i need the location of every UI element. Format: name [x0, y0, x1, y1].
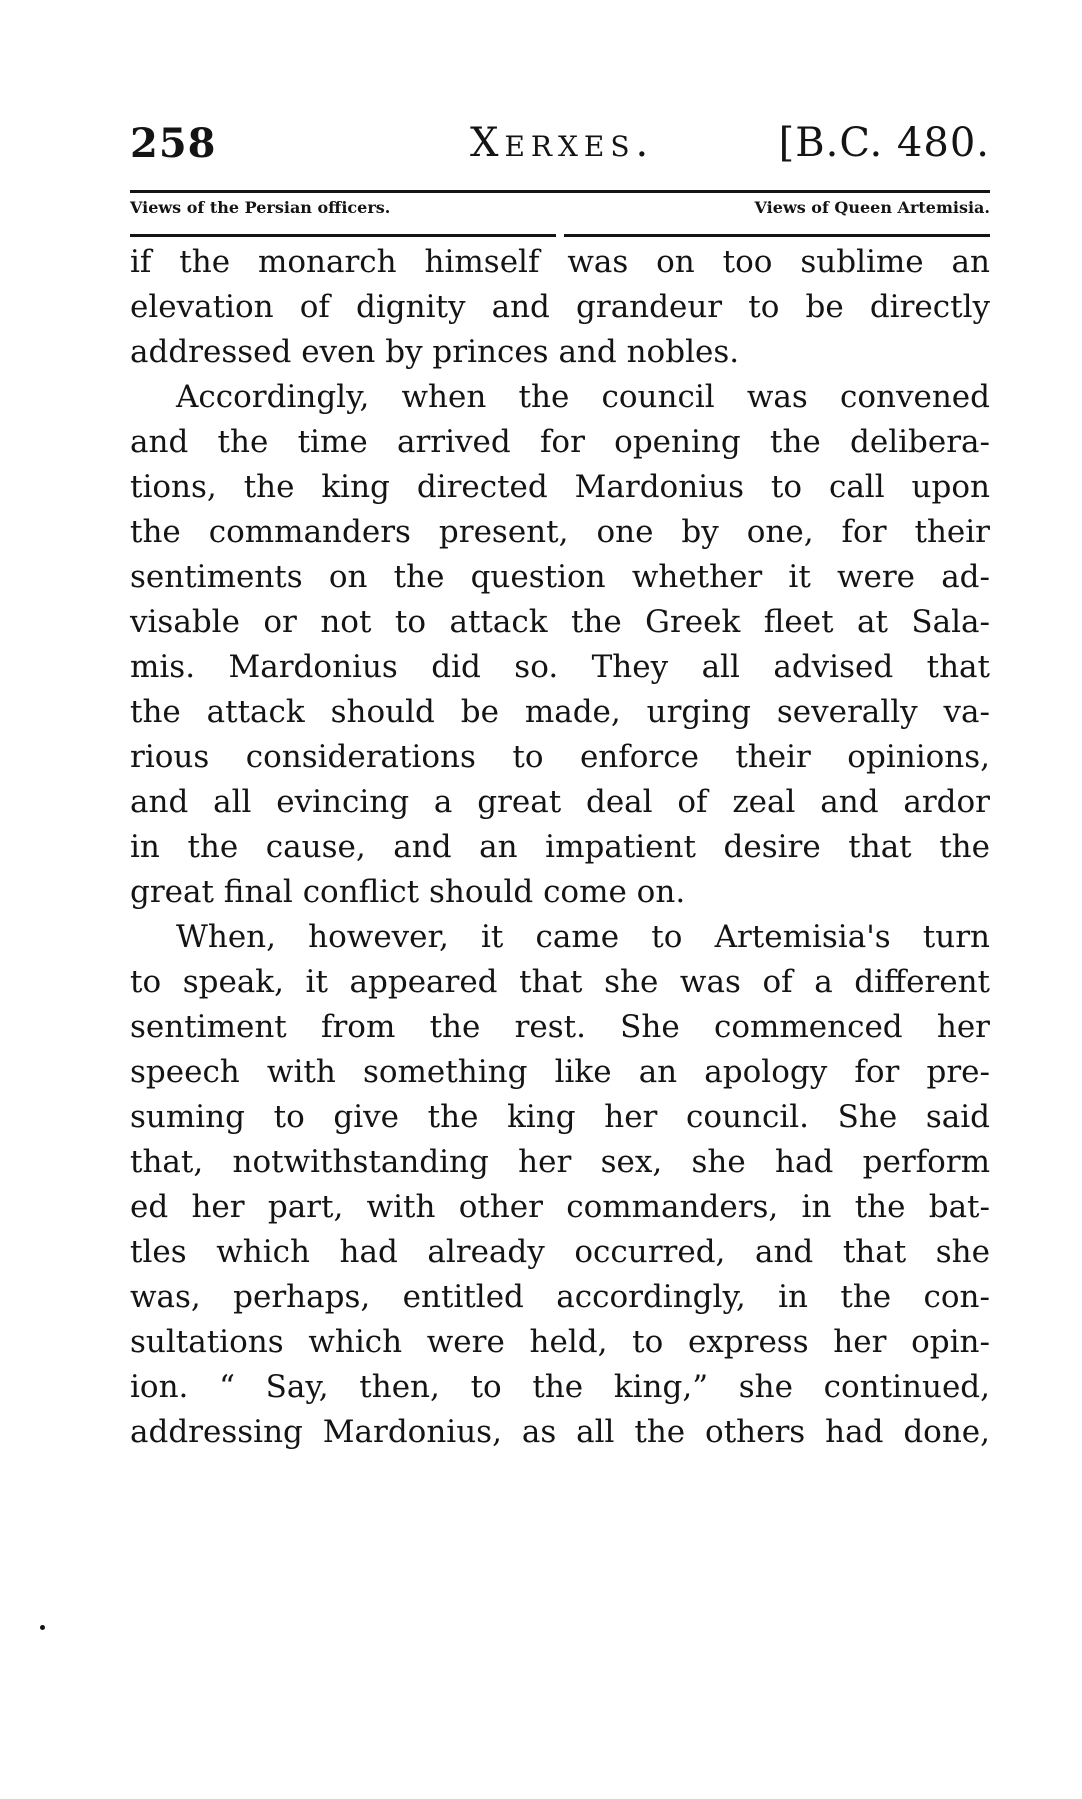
- text-line: sentiment from the rest. She commenced her: [130, 1009, 990, 1045]
- text-line: to speak, it appeared that she was of a different: [130, 964, 990, 1000]
- text-line: sultations which were held, to express her opin-: [130, 1324, 990, 1360]
- text-line: and the time arrived for opening the delibera-: [130, 424, 990, 460]
- side-note-rule-right: [564, 234, 990, 237]
- running-head: [130, 110, 990, 172]
- text-line: was, perhaps, entitled accordingly, in the con-: [130, 1279, 990, 1315]
- text-line: addressed even by princes and nobles.: [130, 334, 740, 370]
- text-line: tles which had already occurred, and that she: [130, 1234, 990, 1270]
- side-note-rule-left: [130, 234, 556, 237]
- text-line: ed her part, with other commanders, in the bat-: [130, 1189, 990, 1225]
- text-line: if the monarch himself was on too sublime an: [130, 244, 990, 280]
- header-rule: [130, 190, 990, 193]
- text-line: mis. Mardonius did so. They all advised that: [130, 649, 990, 685]
- text-line: in the cause, and an impatient desire that the: [130, 829, 990, 865]
- text-line: tions, the king directed Mardonius to call upon: [130, 469, 990, 505]
- text-line: Accordingly, when the council was convened: [176, 379, 990, 415]
- text-line: the commanders present, one by one, for their: [130, 514, 990, 550]
- chapter-title: Xerxes.: [470, 120, 655, 166]
- text-line: that, notwithstanding her sex, she had perform: [130, 1144, 990, 1180]
- text-line: sentiments on the question whether it were ad-: [130, 559, 990, 595]
- stray-ink-mark: [40, 1625, 45, 1630]
- text-line: elevation of dignity and grandeur to be directly: [130, 289, 990, 325]
- side-notes: [130, 198, 990, 238]
- date-label: [B.C. 480.: [778, 120, 990, 166]
- book-page: [130, 110, 990, 1670]
- text-line: When, however, it came to Artemisia's turn: [176, 919, 990, 955]
- text-line: and all evincing a great deal of zeal and ardor: [130, 784, 990, 820]
- text-line: rious considerations to enforce their opinions,: [130, 739, 990, 775]
- text-line: speech with something like an apology for pre-: [130, 1054, 990, 1090]
- text-line: the attack should be made, urging severally va-: [130, 694, 990, 730]
- text-line: suming to give the king her council. She said: [130, 1099, 990, 1135]
- side-note-left: Views of the Persian officers.: [130, 198, 391, 217]
- page-number: 258: [130, 120, 217, 167]
- text-line: great final conflict should come on.: [130, 874, 686, 910]
- text-line: addressing Mardonius, as all the others had done,: [130, 1414, 990, 1450]
- text-line: ion. “ Say, then, to the king,” she continued,: [130, 1369, 990, 1405]
- body-text: [130, 240, 990, 1455]
- text-line: visable or not to attack the Greek fleet at Sala-: [130, 604, 990, 640]
- side-note-right: Views of Queen Artemisia.: [754, 198, 990, 217]
